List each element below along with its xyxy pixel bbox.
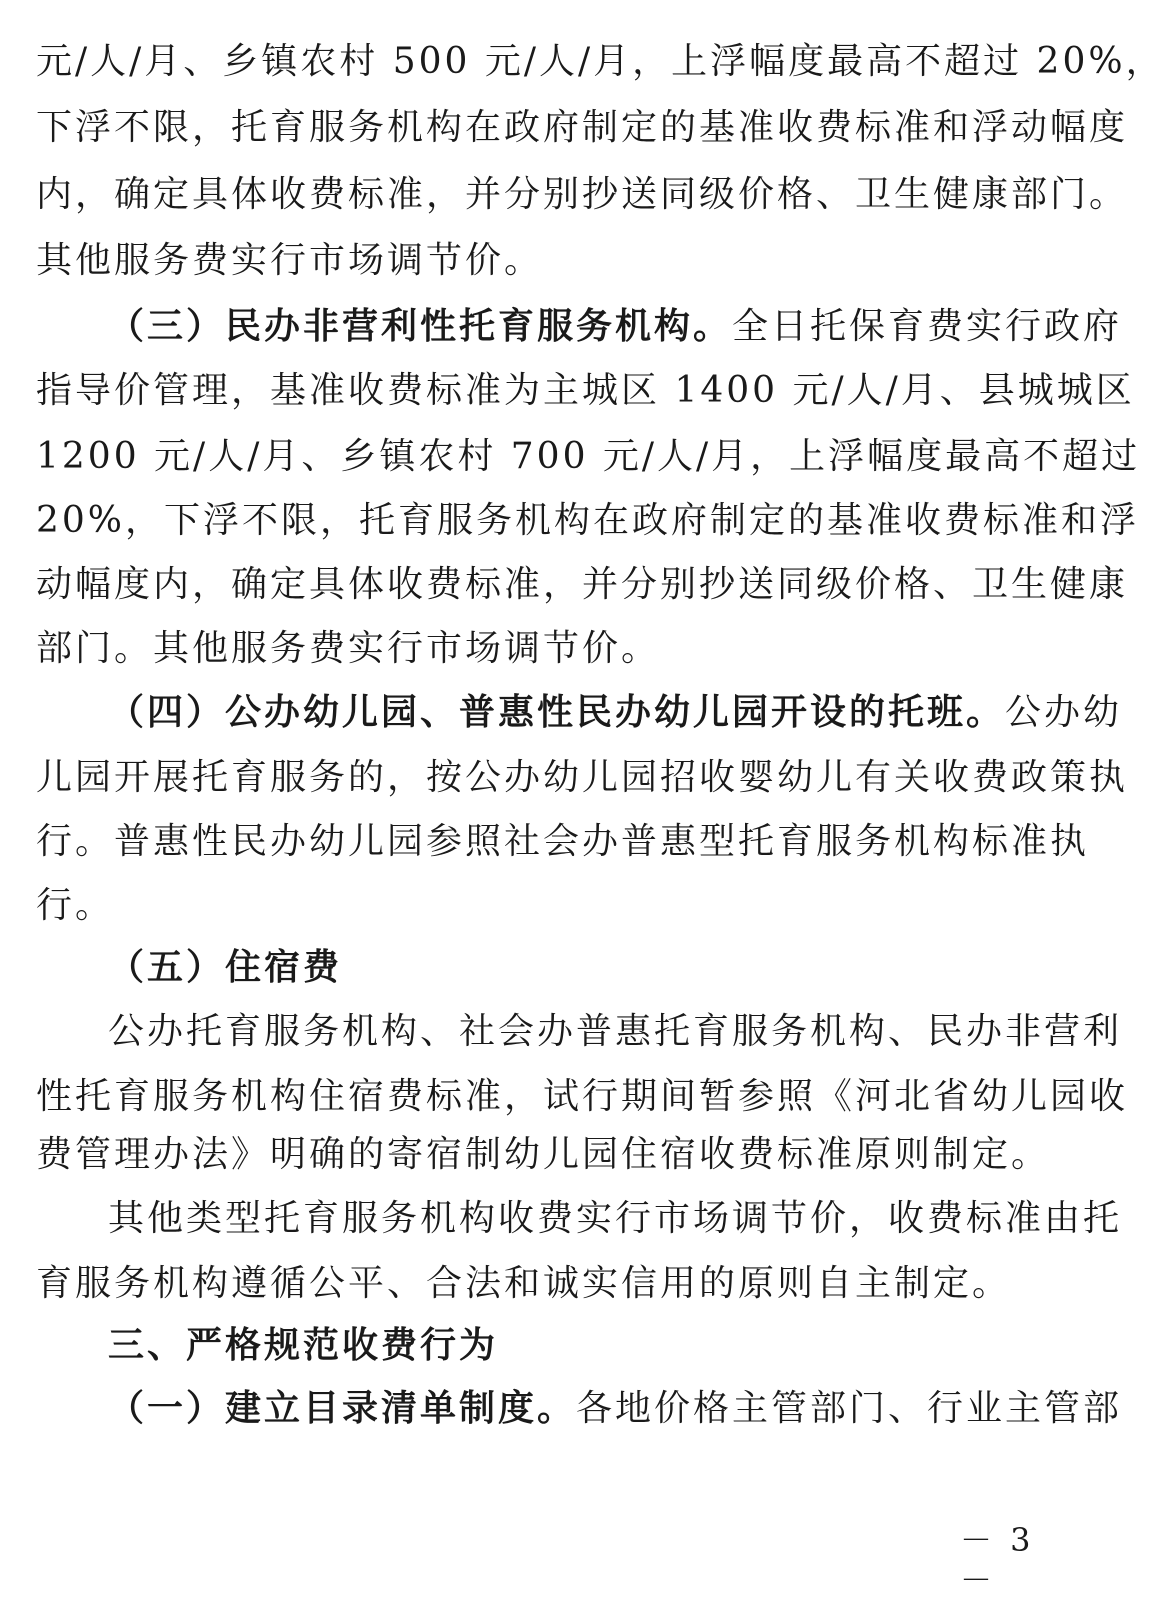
text-line: 下浮不限，托育服务机构在政府制定的基准收费标准和浮动幅度 bbox=[36, 107, 1129, 148]
text-line: 行。 bbox=[36, 885, 115, 926]
text-line: 动幅度内，确定具体收费标准，并分别抄送同级价格、卫生健康 bbox=[36, 564, 1129, 605]
text-line: 元/人/月、乡镇农村 500 元/人/月，上浮幅度最高不超过 20%， bbox=[36, 41, 1165, 82]
text-line: 行。普惠性民办幼儿园参照社会办普惠型托育服务机构标准执 bbox=[36, 821, 1090, 862]
text-line: 内，确定具体收费标准，并分别抄送同级价格、卫生健康部门。 bbox=[36, 174, 1129, 215]
text-line: 20%，下浮不限，托育服务机构在政府制定的基准收费标准和浮 bbox=[36, 500, 1140, 541]
section-4-first-line bbox=[108, 691, 1123, 735]
text-line: 其他类型托育服务机构收费实行市场调节价，收费标准由托 bbox=[108, 1198, 1123, 1239]
page-number: － 3 － bbox=[960, 1521, 1035, 1599]
part-3-sub1-text: 各地价格主管部门、行业主管部 bbox=[576, 1388, 1123, 1429]
text-line: 儿园开展托育服务的，按公办幼儿园招收婴幼儿有关收费政策执 bbox=[36, 757, 1129, 798]
part-3-heading: 三、严格规范收费行为 bbox=[108, 1325, 499, 1366]
section-3-text: 全日托保育费实行政府 bbox=[732, 306, 1123, 347]
text-line: 费管理办法》明确的寄宿制幼儿园住宿收费标准原则制定。 bbox=[36, 1134, 1051, 1175]
section-4-heading: （四）公办幼儿园、普惠性民办幼儿园开设的托班。 bbox=[108, 692, 1006, 733]
section-3-heading: （三）民办非营利性托育服务机构。 bbox=[108, 306, 733, 347]
part-3-first-line bbox=[108, 1387, 1123, 1431]
section-3-first-line bbox=[108, 305, 1123, 349]
section-4-text: 公办幼 bbox=[1005, 692, 1123, 733]
text-line: 性托育服务机构住宿费标准，试行期间暂参照《河北省幼儿园收 bbox=[36, 1076, 1129, 1117]
text-line: 部门。其他服务费实行市场调节价。 bbox=[36, 628, 661, 669]
text-line: 育服务机构遵循公平、合法和诚实信用的原则自主制定。 bbox=[36, 1263, 1012, 1304]
text-line: 指导价管理，基准收费标准为主城区 1400 元/人/月、县城城区 bbox=[36, 370, 1135, 411]
text-line: 公办托育服务机构、社会办普惠托育服务机构、民办非营利 bbox=[108, 1011, 1123, 1052]
text-line: 其他服务费实行市场调节价。 bbox=[36, 240, 544, 281]
part-3-sub1-heading: （一）建立目录清单制度。 bbox=[108, 1388, 577, 1429]
text-line: 1200 元/人/月、乡镇农村 700 元/人/月，上浮幅度最高不超过 bbox=[36, 436, 1141, 477]
section-5-heading: （五）住宿费 bbox=[108, 947, 343, 988]
